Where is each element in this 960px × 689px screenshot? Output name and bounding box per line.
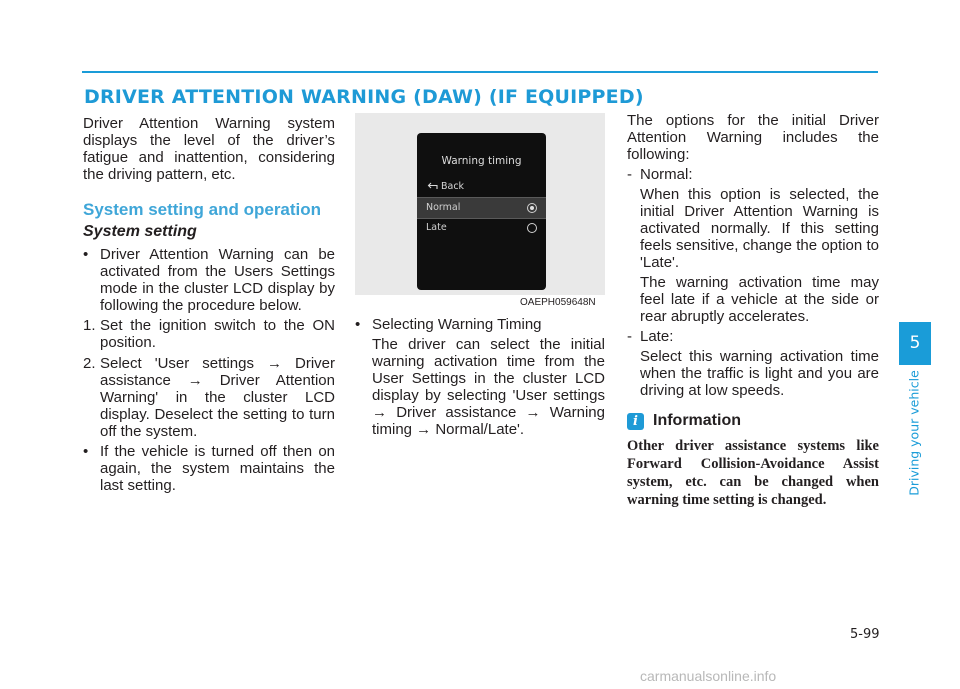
settings-steps <box>83 246 335 494</box>
dash-marker: - <box>627 328 632 345</box>
step-number: 1. <box>83 317 96 334</box>
page-number: 5-99 <box>850 627 880 642</box>
bullet-marker: • <box>83 246 89 263</box>
watermark: carmanualsonline.info <box>640 668 777 684</box>
option-label: - Normal: <box>627 166 693 183</box>
image-code: OAEPH059648N <box>520 297 596 308</box>
lcd-option-label: Normal <box>426 202 461 213</box>
radio-unselected-icon <box>527 223 537 233</box>
cluster-lcd-display <box>417 133 546 290</box>
subheading: System setting and operation <box>83 200 322 219</box>
section-title: DRIVER ATTENTION WARNING (DAW) (IF EQUIPPED) <box>84 86 644 108</box>
lcd-back-label: Back <box>441 181 465 192</box>
chapter-tab: 5 <box>899 322 931 365</box>
lcd-back <box>427 181 464 192</box>
option-label: - Late: <box>627 328 674 345</box>
radio-selected-icon <box>527 203 537 213</box>
column-2 <box>355 316 605 438</box>
lcd-option-label: Late <box>426 222 447 233</box>
list-item: • If the vehicle is turned off then on again, the system maintains the last setting. <box>83 443 335 494</box>
option-description: The warning activation time may feel late if a vehicle at the side or rear abruptly accelerates. <box>640 274 879 325</box>
column-3 <box>627 112 879 399</box>
step-number: 2. <box>83 355 96 372</box>
bullet-marker: • <box>83 443 89 460</box>
lcd-option-normal <box>417 197 546 219</box>
lcd-option-late <box>417 218 546 238</box>
list-item: 2. Select 'User settings → Driver assistance → Driver Attention Warning' in the cluster LCD display. Deselect the setting to turn off the system. <box>83 355 335 440</box>
info-title: Information <box>653 412 741 429</box>
info-body: Other driver assistance systems like Forward Collision-Avoidance Assist system, etc. can be changed when warning time setting is changed. <box>627 438 879 508</box>
subsubheading: System setting <box>83 223 197 240</box>
warning-timing-description: The driver can select the initial warning activation time from the User Settings in the cluster LCD display by selecting 'User settings → Driver assistance → Warning timing → Normal/Late'. <box>372 336 605 438</box>
intro-paragraph: Driver Attention Warning system displays the level of the driver’s fatigue and inattention, considering the driving pattern, etc. <box>83 115 335 183</box>
option-description: Select this warning activation time when the traffic is light and you are driving at low speeds. <box>640 348 879 399</box>
dash-marker: - <box>627 166 632 183</box>
header-rule <box>82 71 878 73</box>
info-icon: i <box>627 413 644 430</box>
column-1 <box>83 115 335 183</box>
lcd-title: Warning timing <box>441 155 522 167</box>
chapter-label: Driving your vehicle <box>906 370 922 496</box>
list-item: 1. Set the ignition switch to the ON position. <box>83 317 335 351</box>
option-description: When this option is selected, the initial Driver Attention Warning is activated normally. If this setting feels sensitive, change the option to 'Late'. <box>640 186 879 271</box>
back-arrow-icon <box>427 182 438 190</box>
list-item: • Selecting Warning Timing <box>355 316 542 333</box>
list-item: • Driver Attention Warning can be activated from the Users Settings mode in the cluster LCD display by following the procedure below. <box>83 246 335 314</box>
options-intro: The options for the initial Driver Attention Warning includes the following: <box>627 112 879 163</box>
bullet-marker: • <box>355 316 361 333</box>
